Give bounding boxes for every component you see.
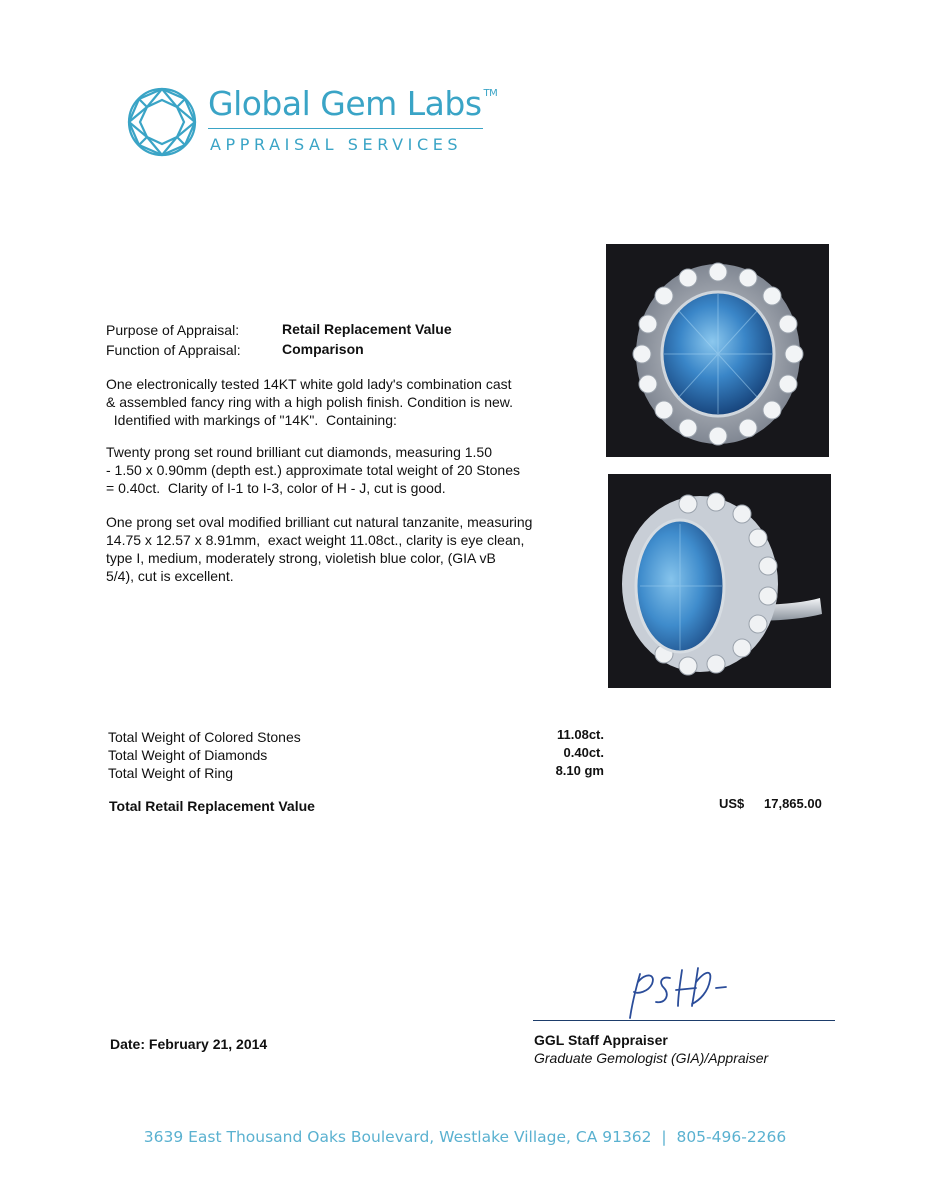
- signature-line: [533, 1020, 835, 1021]
- purpose-label: Purpose of Appraisal:: [106, 322, 240, 338]
- ring-weight-label: Total Weight of Ring: [108, 765, 234, 781]
- currency-label: US$: [719, 796, 745, 811]
- description-line: Identified with markings of "14K". Containing:: [106, 412, 397, 428]
- description-line: One prong set oval modified brilliant cut natural tanzanite, measuring: [106, 514, 533, 530]
- description-line: 14.75 x 12.57 x 8.91mm, exact weight 11.08ct., clarity is eye clean,: [106, 532, 525, 548]
- colored-stones-weight-label: Total Weight of Colored Stones: [108, 729, 301, 745]
- diamonds-weight-value: 0.40ct.: [563, 745, 604, 760]
- replacement-value-amount: 17,865.00: [764, 796, 822, 811]
- brand-subtitle: APPRAISAL SERVICES: [210, 135, 463, 154]
- diamonds-weight-label: Total Weight of Diamonds: [108, 747, 268, 763]
- description-line: Twenty prong set round brilliant cut diamonds, measuring 1.50: [106, 444, 492, 460]
- replacement-value-label: Total Retail Replacement Value: [109, 798, 315, 814]
- description-line: One electronically tested 14KT white gold lady's combination cast: [106, 376, 512, 392]
- function-label: Function of Appraisal:: [106, 342, 241, 358]
- footer-address: 3639 East Thousand Oaks Boulevard, Westlake Village, CA 91362 | 805-496-2266: [143, 1128, 787, 1146]
- description-line: type I, medium, moderately strong, violetish blue color, (GIA vB: [106, 550, 496, 566]
- appraiser-title: GGL Staff Appraiser: [534, 1032, 668, 1048]
- diamond-gem-icon: [126, 86, 198, 158]
- description-line: 5/4), cut is excellent.: [106, 568, 234, 584]
- brand-divider: [208, 128, 483, 129]
- brand-name: [208, 84, 497, 123]
- ring-description: [106, 375, 586, 429]
- description-line: & assembled fancy ring with a high polish finish. Condition is new.: [106, 394, 513, 410]
- ring-side-view-photo: [608, 474, 831, 688]
- appraisal-date: Date: February 21, 2014: [110, 1036, 268, 1052]
- ring-top-view-photo: [606, 244, 829, 457]
- appraiser-credentials: Graduate Gemologist (GIA)/Appraiser: [534, 1050, 769, 1066]
- colored-stones-weight-value: 11.08ct.: [557, 727, 604, 742]
- description-line: - 1.50 x 0.90mm (depth est.) approximate total weight of 20 Stones: [106, 462, 520, 478]
- purpose-value: Retail Replacement Value: [282, 321, 452, 337]
- ring-weight-value: 8.10 gm: [555, 763, 604, 778]
- appraiser-signature: [612, 960, 742, 1020]
- function-value: Comparison: [282, 341, 364, 357]
- brand-name-text: Global Gem Labs: [208, 84, 482, 123]
- diamonds-description: [106, 443, 586, 497]
- tanzanite-description: [106, 513, 586, 585]
- description-line: = 0.40ct. Clarity of I-1 to I-3, color of H - J, cut is good.: [106, 480, 446, 496]
- trademark-mark: TM: [483, 88, 498, 99]
